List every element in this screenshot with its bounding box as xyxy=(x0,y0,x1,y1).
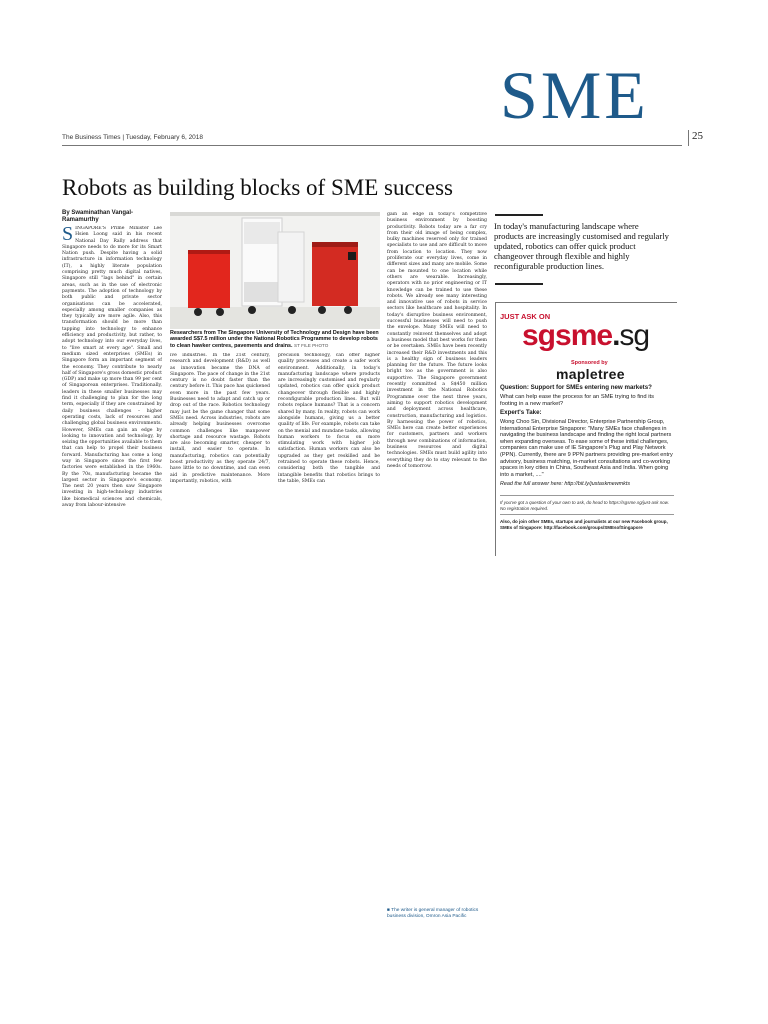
sponsor-logo: mapletree xyxy=(556,366,625,382)
pullquote: In today's manufacturing landscape where products are increasingly customised and regularly updated, robotics can offer quick product changeover through flexible and highly reconfigurable production lines. xyxy=(494,221,669,271)
column-4-text: gain an edge in today's competitive business environment by boosting productivity. Robots today are a far cry from their old image of being complex, bulky machines reserved only for trained specialists to use and are difficult to move from location to location. They now proliferate our everyday lives, come in different sizes and many are mobile. Some can be mounted to one location while others are wearable. Increasingly, operators with no prior engineering or IT knowledge can be trained to use these robots. We already see many interesting and innovative use of robots in service sectors like healthcare and hospitality. In today's disruptive business environment, successful businesses will need to push the envelope. Many SMEs will need to constantly reinvent themselves and adopt a business model that best works for them or be overtaken. SMEs have been recently increased their R&D investments and this is a healthy sign of business leaders planning for the future. The future looks bright too as the government is also supportive. The Singapore government recently committed a S$450 million investment in the National Robotics Programme over the next three years, aiming to support robotics development and deployment across healthcare, construction, manufacturing and logistics. By harnessing the power of robotics, SMEs here can create better experiences for customers, partners and workers through new combinations of information, business resources and digital technologies. SMEs must build agility into everything they do to stay relevant to the needs of tomorrow. xyxy=(387,212,487,469)
logo-sg: sg xyxy=(522,319,556,352)
drop-cap: S xyxy=(62,226,74,245)
article-column-4 xyxy=(387,212,487,907)
ask-instruction: If you've got a question of your own to ask, do head to https://sgsme.sg/just-ask now. No registration required. xyxy=(500,500,669,511)
article-column-1 xyxy=(62,226,162,934)
sidebar-divider-2 xyxy=(500,514,674,515)
section-masthead: SME xyxy=(500,57,649,133)
article-photo xyxy=(170,212,380,329)
logo-sme: sme xyxy=(555,319,613,352)
just-ask-label: JUST ASK ON xyxy=(500,312,551,321)
expert-heading: Expert's Take: xyxy=(500,409,542,416)
byline: By Swaminathan Vangal-Ramamurthy xyxy=(62,210,134,223)
sidebar-divider-1 xyxy=(500,495,674,496)
pullquote-rule-top xyxy=(495,214,543,216)
facebook-group-note: Also, do join other SMEs, startups and journalists at our new Facebook group, SMEs of Singapore: http://facebook.com/groups/SMEsofSingapore xyxy=(500,519,668,530)
logo-dot: . xyxy=(612,319,620,352)
sgsme-logo xyxy=(522,320,649,352)
column-2-text: ive industries. In the 21st century, research and development (R&D) as well as innovation became the DNA of Singapore. The pace of change in the 21st century is no doubt faster than the century before it. This pace has quickened even more in the past few years. Businesses need to adapt and catch up or drop out of the race. Robotics technology may just be the game changer that some SMEs need. Across industries, robots are already helping businesses overcome common challenges like manpower shortage and resource wastage. Robots are also becoming smarter, cheaper to install, and easier to operate. In manufacturing, robotics can potentially boost productivity as they operate 24/7, have little to no downtime, and can even aid in predictive maintenance. More importantly, robotics, with xyxy=(170,353,270,484)
header-rule xyxy=(62,145,682,146)
article-headline: Robots as building blocks of SME success xyxy=(62,175,453,200)
sidebar-top-rule xyxy=(495,302,677,303)
photo-caption xyxy=(170,330,380,349)
caption-text: Researchers from The Singapore University of Technology and Design have been awarded S$7.5 million under the National Robotics Programme to develop robots to clean hawker centres, pavements and drains. xyxy=(170,330,379,349)
article-column-2 xyxy=(170,353,270,925)
expert-answer: Wong Choo Sin, Divisional Director, Enterprise Partnership Group, International Enterprise Singapore: "Many SMEs face challenges in navigating the business landscape and finding the right local partners when expanding overseas. To ease some of these initial challenges, companies can make use of IE Singapore's Plug and Play Network (PPN). Currently, there are 9 PPN partners providing pre-market entry advisory, business matching, in-market consultations and co-working spaces in key cities in China, Southeast Asia and India. When going into a market, ...." xyxy=(500,419,673,478)
question-heading: Question: Support for SMEs entering new markets? xyxy=(500,384,652,391)
robots-photo-illustration xyxy=(170,212,380,329)
column-3-text: precision technology, can offer higher quality processes and create a safer work environment. Additionally, in today's manufacturing landscape where products are increasingly customised and regularly updated, robotics can offer quick product changeover through flexible and highly reconfigurable production lines. But will robots replace humans? That is a concern shared by many. In reality, robots can work alongside humans, giving us a better quality of life. For example, robots can take on the menial and mundane tasks, allowing human workers to focus on more stimulating work with higher job satisfaction. Human workers can also be upgraded as they get reskilled and be retrained to operate these robots. Hence, considering both the tangible and intangible benefits that robotics brings to the table, SMEs can xyxy=(278,353,380,484)
dateline: The Business Times | Tuesday, February 6, 2018 xyxy=(62,134,204,141)
logo-tld: sg xyxy=(619,319,650,352)
question-text: What can help ease the process for an SME trying to find its footing in a new market? xyxy=(500,394,655,407)
read-more-link[interactable]: Read the full answer here: http://bit.ly/justaskmewmkts xyxy=(500,481,631,487)
sponsored-by-label: Sponsored by xyxy=(571,360,608,366)
author-note: ■ The writer is general manager of robotics business division, Omron Asia Pacific xyxy=(387,908,479,919)
photo-credit: ST FILE PHOTO xyxy=(294,342,329,348)
header-rule-divider xyxy=(688,130,689,146)
pullquote-rule-bottom xyxy=(495,283,543,285)
article-column-3 xyxy=(278,353,380,925)
page-number: 25 xyxy=(692,130,703,142)
column-1-text: INGAPORE'S Prime Minister Lee Hsien Loong said in his recent National Day Rally address that Singapore needs to do more for its Smart Nation push. Despite having a solid infrastructure in information technology (IT), a highly literate population comprising pretty much digital natives, Singapore still "lags behind" in certain areas, such as in the use of electronic payments. The adoption of technology by both public and private sector organisations can be accelerated, especially among smaller companies as they typically are more agile. Also, this transformation should be more than tapping into technology to enhance efficiency and productivity, but rather, to adopt technology into our everyday lives, to "live smart at every age". Small and medium sized enterprises (SMEs) in Singapore form an important segment of the economy. They contribute to nearly half of Singapore's gross domestic product (GDP) and make up more than 99 per cent of Singaporean enterprises. Traditionally, leaders in these smaller businesses may find it challenging to plan for the long term, especially if they are constrained by daily business challenges – higher operating costs, lack of resources and challenging global business environments. However, SMEs can gain an edge by looking to innovation and technology, by seizing the opportunities available to them that can help to propel their business forward. Manufacturing has come a long way in Singapore since the first few factories were established in the 1960s. By the 70s, manufacturing became the largest sector in Singapore's economy. The next 20 years then saw Singapore investing in high-technology industries like biomedical sciences and chemicals, away from labour-intensive xyxy=(62,226,162,509)
